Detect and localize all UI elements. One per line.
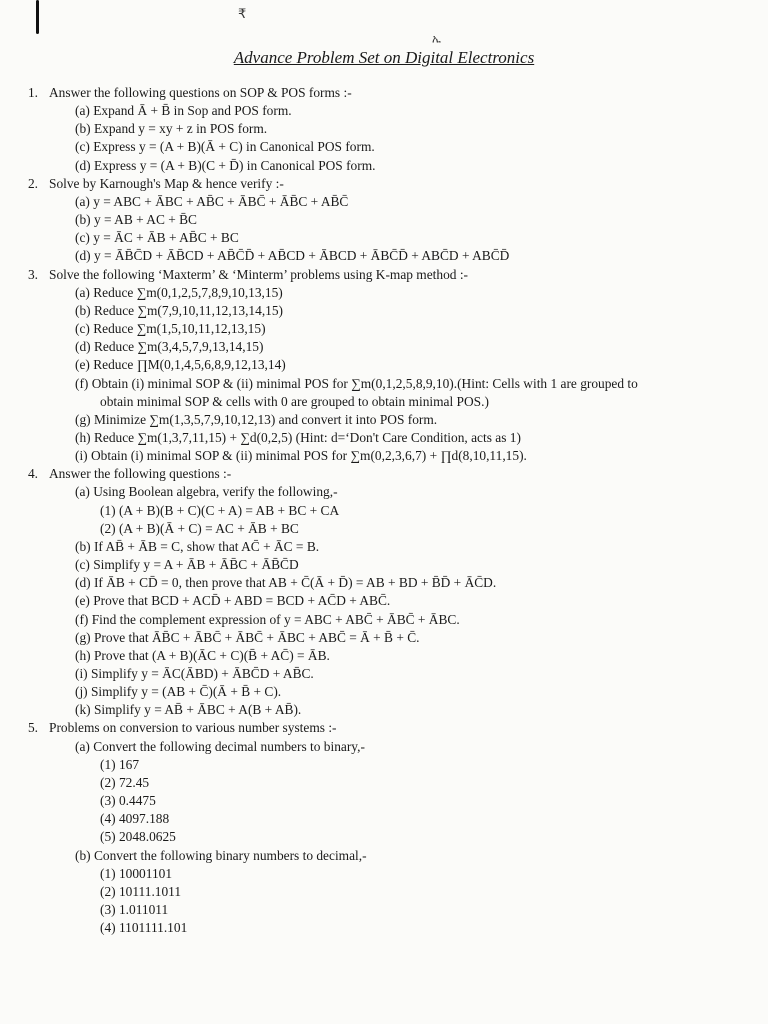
question-subitem: (2) 72.45 <box>100 774 150 790</box>
question-item: (i) Simplify y = ĀC(ĀBD) + ĀBC̄D + AB̄C. <box>75 666 314 681</box>
question-item: (d) Reduce ∑m(3,4,5,7,9,13,14,15) <box>75 339 264 355</box>
question-2 <box>0 175 768 193</box>
question-subitem: (3) 0.4475 <box>100 793 156 809</box>
question-subitem: (2) 10111.1011 <box>100 883 182 899</box>
question-list <box>0 84 768 937</box>
page-title: Advance Problem Set on Digital Electronics <box>233 48 535 67</box>
question-subitem: (1) (A + B)(B + C)(C + A) = AB + BC + CA <box>100 502 340 518</box>
question-subitem: (1) 10001101 <box>100 865 173 881</box>
question-3 <box>0 266 768 284</box>
question-item: (g) Prove that ĀB̄C + ĀBC̄ + ĀBC̄ + ĀBC + ABC̄ = Ā + B̄ + C̄. <box>75 629 420 645</box>
question-item: (e) Prove that BCD + ACD̄ + ABD = BCD + AC̄D + ABC̄. <box>75 593 391 609</box>
question-stem: Solve by Karnough's Map & hence verify :- <box>49 175 284 191</box>
question-item: (k) Simplify y = AB̄ + ĀBC + A(B + AB̄). <box>75 702 302 718</box>
question-number: 2. <box>27 175 38 191</box>
question-subitem: (1) 167 <box>100 756 140 772</box>
question-item: (c) Simplify y = A + ĀB + ĀB̄C + ĀB̄C̄D <box>75 557 299 573</box>
question-4 <box>0 465 768 483</box>
question-item: (d) If ĀB + CD̄ = 0, then prove that AB + C̄(Ā + D̄) = AB + BD + B̄D̄ + ĀC̄D. <box>75 575 497 591</box>
question-item: (a) Reduce ∑m(0,1,2,5,7,8,9,10,13,15) <box>75 284 283 300</box>
question-number: 1. <box>27 85 38 100</box>
question-item: (h) Prove that (A + B)(ĀC + C)(B̄ + AC̄) = ĀB. <box>75 647 330 663</box>
question-item-continued: obtain minimal SOP & cells with 0 are grouped to obtain minimal POS.) <box>100 393 489 409</box>
question-item: (c) y = ĀC + ĀB + AB̄C + BC <box>75 230 239 246</box>
question-item: (f) Find the complement expression of y = ABC + ABC̄ + ĀBC̄ + ĀBC. <box>75 611 460 627</box>
question-item: (d) y = ĀB̄C̄D + ĀB̄CD + AB̄C̄D̄ + AB̄CD + ĀBCD + ĀBC̄D̄ + ABC̄D + ABC̄D̄ <box>75 248 510 264</box>
question-item: (b) Reduce ∑m(7,9,10,11,12,13,14,15) <box>75 302 284 318</box>
question-stem: Problems on conversion to various number systems :- <box>49 720 337 736</box>
question-item: (f) Obtain (i) minimal SOP & (ii) minimal POS for ∑m(0,1,2,5,8,9,10).(Hint: Cells with 1 are grouped to <box>75 375 638 391</box>
question-subitem: (5) 2048.0625 <box>100 829 176 845</box>
scribble-top: ₹ <box>238 6 247 21</box>
question-item: (a) y = ABC + ĀBC + AB̄C + ĀBC̄ + ĀB̄C + AB̄C̄ <box>75 193 349 209</box>
question-item: (a) Using Boolean algebra, verify the following,- <box>75 484 338 500</box>
question-item: (e) Reduce ∏M(0,1,4,5,6,8,9,12,13,14) <box>75 357 286 373</box>
question-item: (b) Convert the following binary numbers to decimal,- <box>75 847 367 863</box>
question-stem: Answer the following questions :- <box>49 466 232 482</box>
question-item: (a) Convert the following decimal numbers to binary,- <box>75 738 365 754</box>
question-item: (h) Reduce ∑m(1,3,7,11,15) + ∑d(0,2,5) (Hint: d=‘Don't Care Condition, acts as 1) <box>75 429 521 445</box>
question-stem: Answer the following questions on SOP & POS forms :- <box>49 85 352 100</box>
question-item: (g) Minimize ∑m(1,3,5,7,9,10,12,13) and convert it into POS form. <box>75 411 438 427</box>
question-number: 3. <box>27 266 38 282</box>
question-5 <box>0 719 768 737</box>
question-number: 5. <box>27 720 38 736</box>
scribble-right: ኢ <box>432 33 442 45</box>
question-item: (a) Expand Ā + B̄ in Sop and POS form. <box>75 103 292 119</box>
question-subitem: (4) 4097.188 <box>100 811 170 827</box>
question-item: (b) If AB̄ + ĀB = C, show that AC̄ + ĀC = B. <box>75 538 320 554</box>
question-item: (d) Express y = (A + B)(C + D̄) in Canonical POS form. <box>75 157 376 173</box>
question-item: (b) Expand y = xy + z in POS form. <box>75 121 268 137</box>
question-subitem: (4) 1101111.101 <box>100 920 188 936</box>
question-number: 4. <box>27 466 38 482</box>
question-item: (c) Reduce ∑m(1,5,10,11,12,13,15) <box>75 321 266 337</box>
question-1 <box>0 84 768 102</box>
question-item: (i) Obtain (i) minimal SOP & (ii) minimal POS for ∑m(0,2,3,6,7) + ∏d(8,10,11,15). <box>75 448 527 464</box>
question-subitem: (3) 1.011011 <box>100 902 169 918</box>
question-item: (b) y = AB + AC + B̄C <box>75 212 197 228</box>
question-item: (c) Express y = (A + B)(Ā + C) in Canonical POS form. <box>75 139 375 155</box>
binding-mark <box>36 0 39 34</box>
question-subitem: (2) (A + B)(Ā + C) = AC + ĀB + BC <box>100 520 299 536</box>
question-item: (j) Simplify y = (AB + C̄)(Ā + B̄ + C). <box>75 684 282 700</box>
question-stem: Solve the following ‘Maxterm’ & ‘Minterm’ problems using K-map method :- <box>49 266 468 282</box>
